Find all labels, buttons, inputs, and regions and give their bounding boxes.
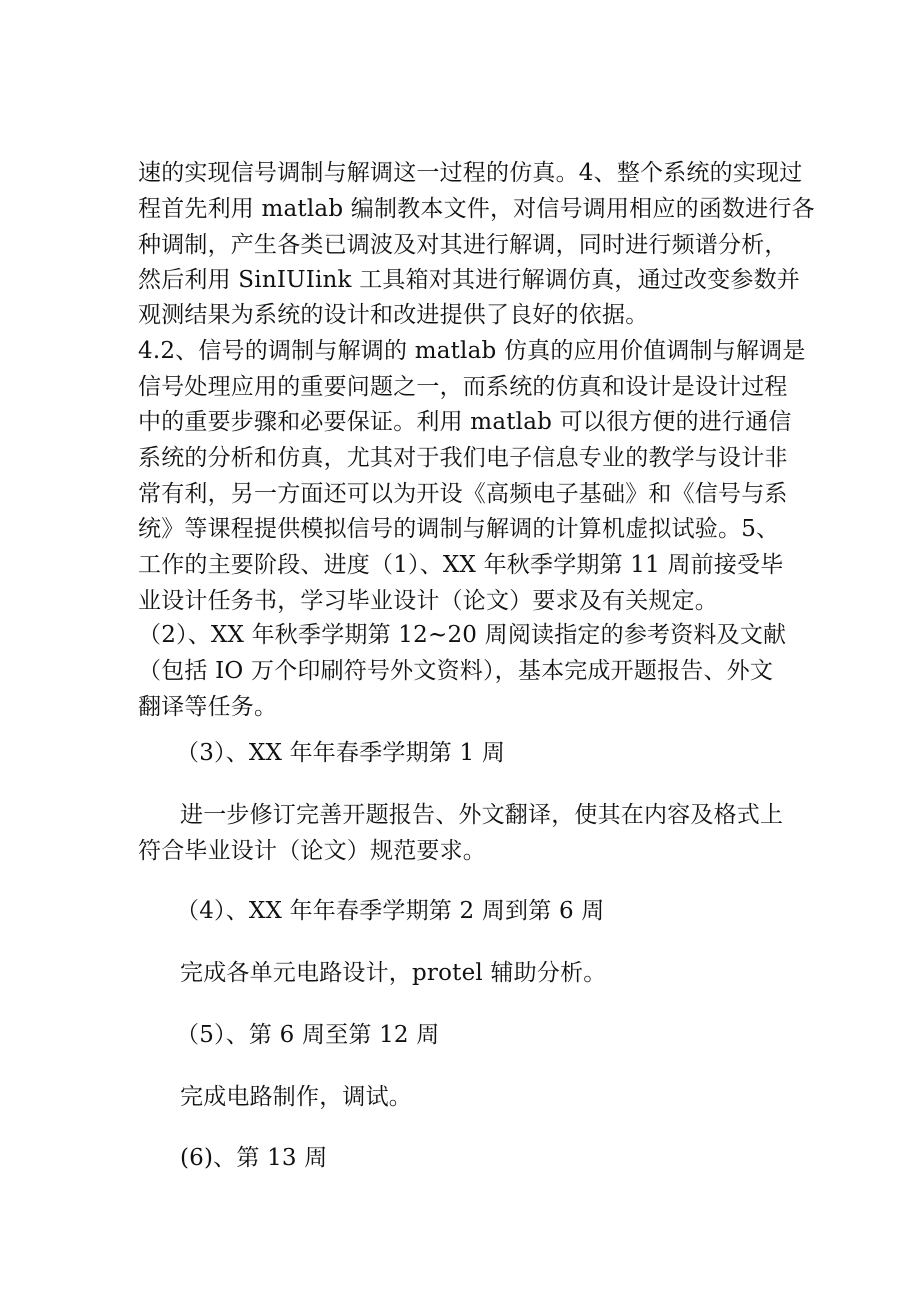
stage-body-line: 完成各单元电路设计，protel 辅助分析。	[180, 960, 607, 986]
paragraph-line: （2）、XX 年秋季学期第 12~20 周阅读指定的参考资料及文献	[138, 622, 787, 648]
paragraph-line: 业设计任务书，学习毕业设计（论文）要求及有关规定。	[138, 588, 718, 614]
paragraph-line: 信号处理应用的重要问题之一，而系统的仿真和设计是设计过程	[138, 374, 788, 400]
paragraph-line: 系统的分析和仿真，尤其对于我们电子信息专业的教学与设计非	[138, 445, 788, 471]
stage-body-line: 符合毕业设计（论文）规范要求。	[138, 838, 486, 864]
paragraph-line: 中的重要步骤和必要保证。利用 matlab 可以很方便的进行通信	[138, 409, 792, 435]
stage-heading: （3）、XX 年年春季学期第 1 周	[176, 740, 506, 766]
stage-heading: (6)、第 13 周	[180, 1145, 328, 1171]
paragraph-line: 观测结果为系统的设计和改进提供了良好的依据。	[138, 302, 649, 328]
paragraph-line: 然后利用 SinIUIink 工具箱对其进行解调仿真，通过改变参数并	[138, 267, 801, 293]
stage-heading: （5）、第 6 周至第 12 周	[176, 1022, 440, 1048]
paragraph-line: 4.2、信号的调制与解调的 matlab 仿真的应用价值调制与解调是	[138, 338, 806, 364]
paragraph-line: 速的实现信号调制与解调这一过程的仿真。4、整个系统的实现过	[138, 160, 803, 186]
paragraph-line: 程首先利用 matlab 编制教本文件，对信号调用相应的函数进行各	[138, 196, 815, 222]
stage-body-line: 完成电路制作，调试。	[180, 1084, 412, 1110]
stage-body-line: 进一步修订完善开题报告、外文翻译，使其在内容及格式上	[180, 802, 784, 828]
paragraph-line: 工作的主要阶段、进度（1）、XX 年秋季学期第 11 周前接受毕	[138, 552, 784, 578]
paragraph-line: 种调制，产生各类已调波及对其进行解调，同时进行频谱分析，	[138, 232, 788, 258]
paragraph-line: （包括 IO 万个印刷符号外文资料），基本完成开题报告、外文	[138, 658, 774, 684]
paragraph-line: 常有利，另一方面还可以为开设《高频电子基础》和《信号与系	[138, 481, 788, 507]
stage-heading: （4）、XX 年年春季学期第 2 周到第 6 周	[176, 898, 605, 924]
paragraph-line: 翻译等任务。	[138, 694, 278, 720]
paragraph-line: 统》等课程提供模拟信号的调制与解调的计算机虚拟试验。5、	[138, 516, 780, 542]
